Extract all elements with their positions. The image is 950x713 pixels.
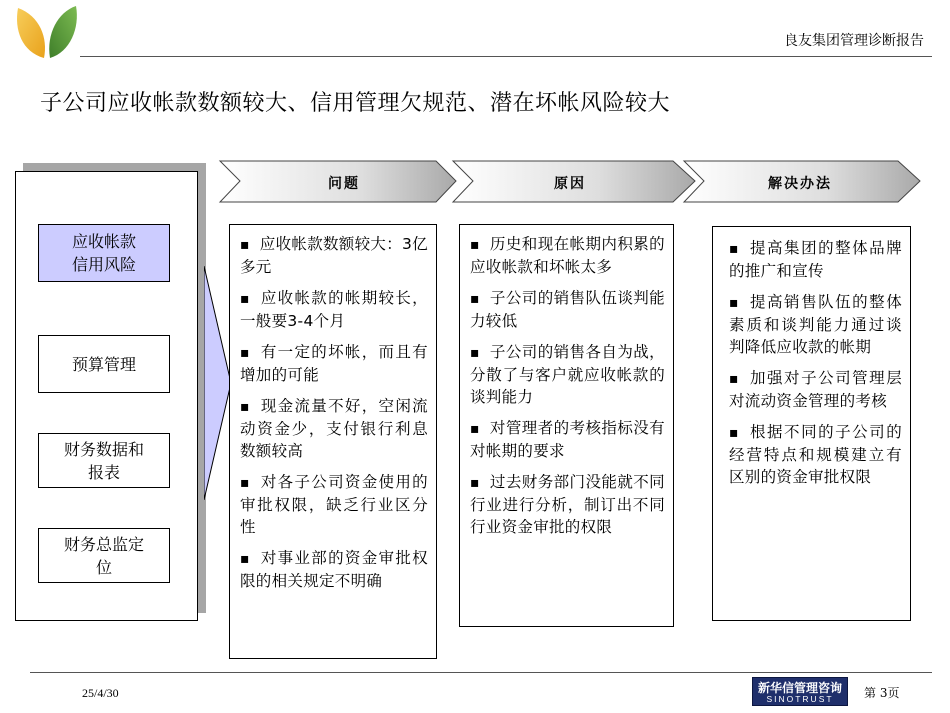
page-title: 子公司应收帐款数额较大、信用管理欠规范、潜在坏帐风险较大 bbox=[40, 91, 671, 116]
nav-item-label: 报表 bbox=[87, 462, 120, 482]
column-header-problem: 问题 bbox=[328, 176, 360, 192]
logo-leaf-yellow bbox=[17, 8, 45, 58]
brand-name-en: SINOTRUST bbox=[766, 694, 834, 704]
footer-date: 25/4/30 bbox=[82, 686, 119, 700]
list-item: ▪ 过去财务部门没能就不同行业进行分析，制订出不同行业资金审批的权限 bbox=[470, 471, 665, 538]
nav-item-receivables-credit-risk[interactable] bbox=[38, 224, 170, 282]
footer-divider bbox=[30, 672, 932, 673]
nav-item-label: 位 bbox=[95, 557, 112, 577]
report-title: 良友集团管理诊断报告 bbox=[784, 33, 924, 49]
solution-list bbox=[729, 237, 902, 488]
nav-item-label: 信用风险 bbox=[71, 255, 136, 274]
header-divider bbox=[80, 56, 932, 57]
list-item: ▪ 对管理者的考核指标没有对帐期的要求 bbox=[470, 417, 665, 462]
page-number: 第 3页 bbox=[864, 686, 900, 700]
problem-list bbox=[240, 233, 428, 592]
nav-item-cfo-positioning[interactable] bbox=[38, 528, 170, 583]
list-item: ▪ 对各子公司资金使用的审批权限，缺乏行业区分性 bbox=[240, 471, 428, 538]
nav-item-label: 应收帐款 bbox=[71, 232, 136, 251]
nav-item-budget-management[interactable] bbox=[38, 335, 170, 393]
cause-column bbox=[459, 224, 674, 627]
list-item: ▪ 提高销售队伍的整体素质和谈判能力通过谈判降低应收款的帐期 bbox=[729, 291, 902, 358]
nav-item-label: 财务总监定 bbox=[63, 534, 144, 554]
list-item: ▪ 根据不同的子公司的经营特点和规模建立有区别的资金审批权限 bbox=[729, 421, 902, 488]
list-item: ▪ 加强对子公司管理层对流动资金管理的考核 bbox=[729, 367, 902, 412]
list-item: ▪ 历史和现在帐期内积累的应收帐款和坏帐太多 bbox=[470, 233, 665, 278]
column-header-cause: 原因 bbox=[554, 176, 586, 192]
nav-item-label: 预算管理 bbox=[71, 354, 136, 374]
company-logo bbox=[14, 4, 80, 60]
brand-name-cn: 新华信管理咨询 bbox=[757, 681, 842, 695]
list-item: ▪ 子公司的销售队伍谈判能力较低 bbox=[470, 287, 665, 332]
cause-list bbox=[470, 233, 665, 538]
list-item: ▪ 对事业部的资金审批权限的相关规定不明确 bbox=[240, 547, 428, 592]
connector-arrow bbox=[204, 266, 232, 500]
list-item: ▪ 应收帐款数额较大：3亿多元 bbox=[240, 233, 428, 278]
list-item: ▪ 应收帐款的帐期较长，一般要3-4个月 bbox=[240, 287, 428, 332]
list-item: ▪ 现金流量不好，空闲流动资金少，支付银行利息数额较高 bbox=[240, 395, 428, 462]
nav-item-label: 财务数据和 bbox=[63, 439, 144, 459]
problem-column bbox=[229, 224, 437, 659]
list-item: ▪ 子公司的销售各自为战，分散了与客户就应收帐款的谈判能力 bbox=[470, 341, 665, 408]
nav-item-financial-data-reports[interactable] bbox=[38, 433, 170, 488]
column-header-solution: 解决办法 bbox=[768, 176, 832, 192]
logo-leaf-green bbox=[49, 6, 77, 58]
list-item: ▪ 有一定的坏帐，而且有增加的可能 bbox=[240, 341, 428, 386]
solution-column bbox=[712, 226, 911, 621]
brand-logo bbox=[752, 677, 848, 706]
list-item: ▪ 提高集团的整体品牌的推广和宣传 bbox=[729, 237, 902, 282]
